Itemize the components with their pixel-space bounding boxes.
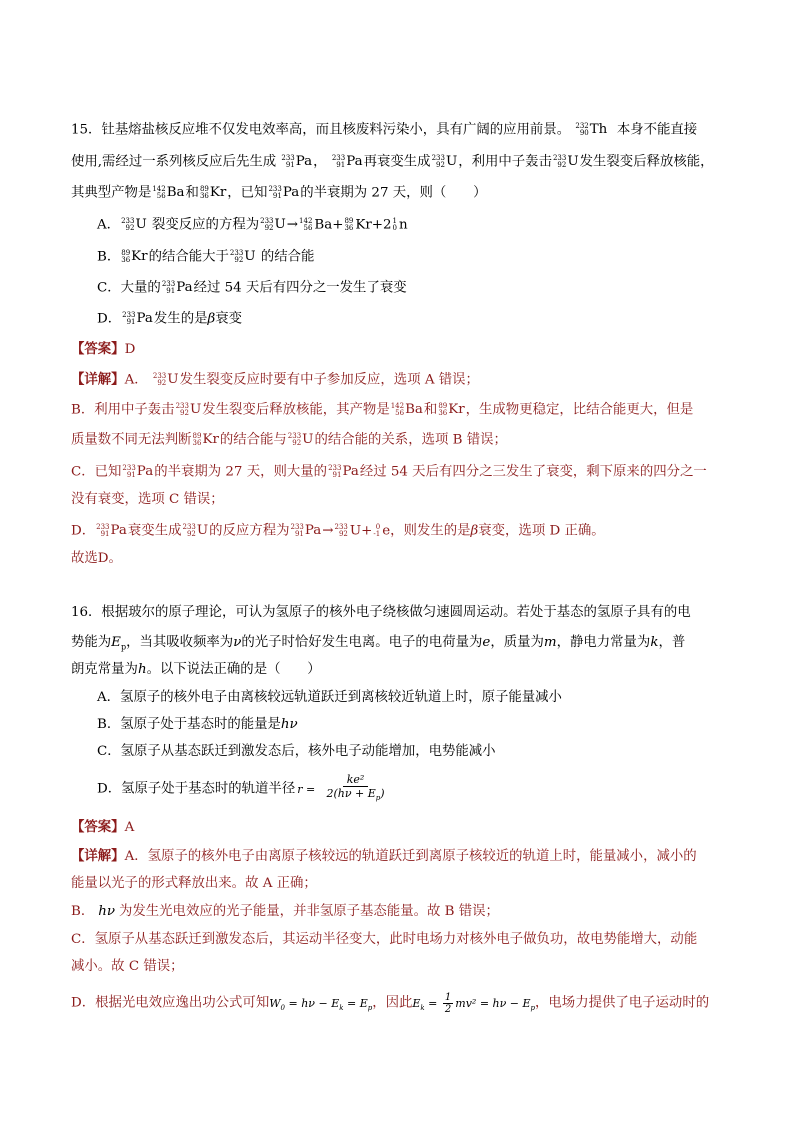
nuclide-pa: 233 91 Pa	[331, 154, 363, 169]
q15-conclusion: 故选D。	[71, 551, 122, 566]
q16-detail-c2: 减小。故 C 错误；	[71, 959, 184, 974]
answer-value: D	[124, 342, 136, 357]
q15-stem-line-2: 使用,需经过一系列核反应后先生成 233 91 Pa ， 233 91 Pa 再衰变生成 233 92 U ，利用中子轰击 233 92 U 发生裂变后释放核能，	[71, 152, 714, 173]
radius-formula: $\frac{\text{ke²}}{2(h\nu + E_p)}$	[326, 773, 385, 803]
detail-tag: 【详解】	[71, 849, 125, 864]
q15-option-b[interactable]: B． 89 36 Kr 的结合能大于 233 92 U 的结合能	[97, 249, 315, 265]
q15-option-c[interactable]: C．大量的 233 91 Pa 经过 54 天后有四分之一发生了衰变	[97, 280, 407, 296]
nuclide-u: 233 92 U	[431, 154, 458, 169]
q15-stem-text: 15．钍基熔盐核反应堆不仅发电效率高，而且核废料污染小，具有广阔的应用前景。	[71, 122, 571, 138]
nuclide-pa: 233 91 Pa	[268, 185, 300, 200]
q15-detail-b1: B．利用中子轰击 233 92 U 发生裂变后释放核能，其产物是 142 56 Ba 和 89 36 Kr ，生成物更稳定，比结合能更大，但是	[71, 402, 694, 418]
q16-option-b[interactable]: B．氢原子处于基态时的能量是hν	[97, 717, 298, 732]
q16-option-d[interactable]: D．氢原子处于基态时的轨道半径 r = $\frac{\text{ke²}}{2(h\nu + E_p)}$	[97, 773, 389, 805]
q16-detail-a2: 能量以光子的形式释放出来。故 A 正确；	[71, 876, 317, 891]
nuclide-kr: 89 36 Kr	[199, 185, 227, 200]
q15-stem-line-3: 其典型产物是 142 56 Ba 和 89 36 Kr ，已知 233 91 Pa 的半衰期为 27 天，则（ ）	[71, 183, 486, 204]
q16-detail-b: B． hν 为发生光电效应的光子能量，并非氢原子基态能量。故 B 错误；	[71, 904, 499, 919]
answer-tag: 【答案】	[71, 820, 125, 835]
q16-stem-line-1: 16．根据玻尔的原子理论，可认为氢原子的核外电子绕核做匀速圆周运动。若处于基态的氢原子具有的电	[71, 605, 691, 620]
q16-option-c[interactable]: C．氢原子从基态跃迁到激发态后，核外电子动能增加，电势能减小	[97, 744, 496, 759]
q15-option-a[interactable]: A． 233 92 U 裂变反应的方程为 233 92 U → 142 56 Ba+ 89 36 Kr+2 1 0 n	[97, 217, 408, 233]
answer-value: A	[124, 820, 135, 835]
q15-stem-line-1	[71, 120, 697, 141]
q15-detail-b2: 质量数不同无法判断 89 36 Kr 的结合能与 233 92 U 的结合能的关系，选项 B 错误；	[71, 432, 507, 448]
q15-detail-d: D． 233 91 Pa 衰变生成 233 92 U 的反应方程为 233 91 Pa → 233 92 U+ 0 -1 e，则发生的是β衰变，选项 D 正确。	[71, 523, 605, 539]
nuclide-u: 233 92 U	[552, 154, 579, 169]
nuclide-ba: 142 56 Ba	[152, 185, 185, 200]
q15-option-d[interactable]: D． 233 91 Pa 发生的是β衰变	[97, 311, 243, 327]
q15-detail-c2: 没有衰变，选项 C 错误；	[71, 492, 224, 507]
q15-stem-text: 本身不能直接	[616, 122, 698, 138]
nuclide-pa: 233 91 Pa	[281, 154, 313, 169]
q16-option-a[interactable]: A．氢原子的核外电子由离核较远轨道跃迁到离核较近轨道上时，原子能量减小	[97, 690, 562, 705]
arrow-icon: →	[286, 217, 299, 233]
q16-detail-c1: C．氢原子从基态跃迁到激发态后，其运动半径变大，此时电场力对核外电子做负功，故电势能增大，动能	[71, 932, 698, 947]
q16-stem-line-3: 朗克常量为h。以下说法正确的是（ ）	[71, 662, 321, 677]
work-function-formula: $W_0 = h\nu - E_k = E_p$	[269, 996, 373, 1012]
q16-answer	[71, 818, 134, 838]
q16-detail-a1: 【详解】A．氢原子的核外电子由离原子核较远的轨道跃迁到离原子核较近的轨道上时，能量减小，减小的	[71, 849, 697, 864]
q15-detail-c1: C．已知 233 91 Pa 的半衰期为 27 天，则大量的 233 91 Pa 经过 54 天后有四分之三发生了衰变，剩下原来的四分之一	[71, 464, 707, 480]
answer-tag: 【答案】	[71, 342, 125, 357]
detail-tag: 【详解】	[71, 372, 125, 388]
nuclide-th: 232 90 Th	[575, 122, 608, 137]
q16-stem-line-2: 势能为$E_p$，当其吸收频率为ν的光子时恰好发生电离。电子的电荷量为e，质量为m，静电力常量为k，普	[71, 635, 686, 652]
q15-answer	[71, 340, 135, 360]
q16-detail-d: D．根据光电效应逸出功公式可知$W_0 = h\nu - E_k = E_p$，因此$E_k$ = $\frac{1}{2}$ $mv^2 = h\nu - E_p$，电场力提供了电子运动时的	[71, 992, 710, 1015]
q15-detail-a: 【详解】A． 233 92 U 发生裂变反应时要有中子参加反应，选项 A 错误；	[71, 372, 479, 388]
kinetic-energy-formula: $E_k$ = $\frac{1}{2}$ $mv^2 = h\nu - E_p$	[412, 992, 536, 1015]
